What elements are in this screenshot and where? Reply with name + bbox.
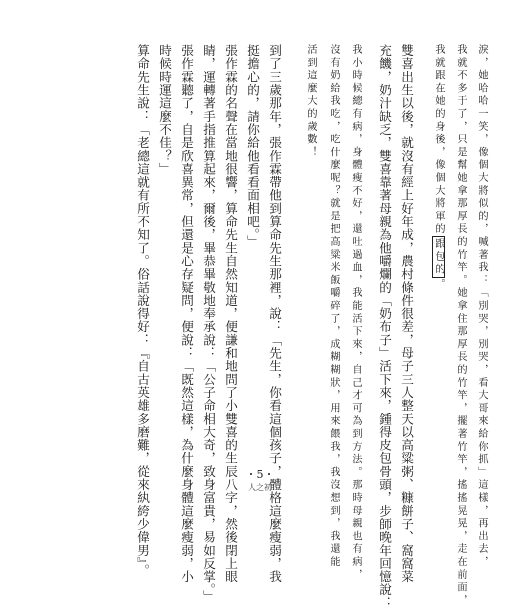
column-text: 我小時候總有病，身體瘦不好，還吐過血，我能活下來，自己才可為到方法。那時母親也有病， — [350, 44, 361, 582]
book-title: 人之初 — [248, 483, 272, 492]
text-column — [325, 44, 339, 569]
column-text: 我就不多于了，只是幫她拿那厚長的竹竿。她拿住那厚長的竹竿，擺著竹竿，搖搖晃晃，走在前面， — [455, 44, 466, 608]
text-column — [199, 44, 216, 604]
column-text: 算命先生說：「老總這就有所不知了。俗話說得好：『自古英雄多磨難，從來紈絝少偉男』。 — [135, 44, 150, 577]
text-column — [473, 44, 487, 569]
column-text: 時候時運這麼不佳？」 — [157, 44, 172, 176]
text-column — [133, 44, 150, 577]
text-column — [265, 44, 282, 584]
text-column — [243, 44, 258, 452]
column-text: 睛，運轉著手指推算起來，爾後，畢恭畢敬地奉承說：「公子命相大奇，致身富貴，易如反掌。」 — [201, 44, 216, 604]
column-text: 張作霖聽了，自是欣喜異常，但還是心存疑問，便說：「既然這樣，為什麼身體這麼瘦弱，小 — [179, 44, 194, 584]
text-column — [302, 44, 315, 452]
column-text: 雙喜出生以後，就沒有經上好年成，農村條件很差，母子三人整天以高粱粥、糠餅子、窩窩菜 — [399, 44, 414, 584]
column-text: 到了三歲那年，張作霖帶他到算命先生那裡，說：「先生，你看這個孩子，體格這麼瘦弱，我 — [267, 44, 282, 584]
text-column — [375, 44, 392, 609]
text-column — [397, 44, 414, 584]
text-column — [452, 44, 466, 608]
column-text: 充饑，奶汁缺乏，雙喜靠著母親為他嚼爛的「奶布子」活下來，鍾得皮包骨頭，步師晚年回憶說： — [377, 44, 392, 609]
column-text: 淚，她哈哈一笑，像個大將似的，喊著我：「別哭，別哭，看大哥來給你抓」這樣，再出去， — [476, 44, 487, 569]
column-text: 張作霖的名聲在當地很響，算命先生自然知道，便謙和地問了小雙喜的生辰八字，然後閉上眼 — [223, 44, 238, 584]
text-column — [347, 44, 361, 582]
text-column — [430, 44, 443, 452]
column-text-tail: 。 — [433, 278, 444, 292]
boxed-text: 跟包的 — [433, 238, 444, 277]
column-text: 我就跟在她的身後，像個大將軍的 — [433, 44, 444, 236]
column-text: 沒有奶給我吃，吃什麼呢？就是把高粱米飯嚼碎了，成糊糊狀，用來餵我，我沒想到，我還能 — [328, 44, 339, 569]
text-column — [221, 44, 238, 584]
text-column — [155, 44, 170, 452]
column-text: 挺擔心的，請你給他看看面相吧。」 — [245, 44, 260, 249]
page-number: ・5・ — [245, 468, 275, 481]
text-column — [177, 44, 194, 584]
column-text: 活到這麼大的歲數！ — [305, 44, 316, 160]
